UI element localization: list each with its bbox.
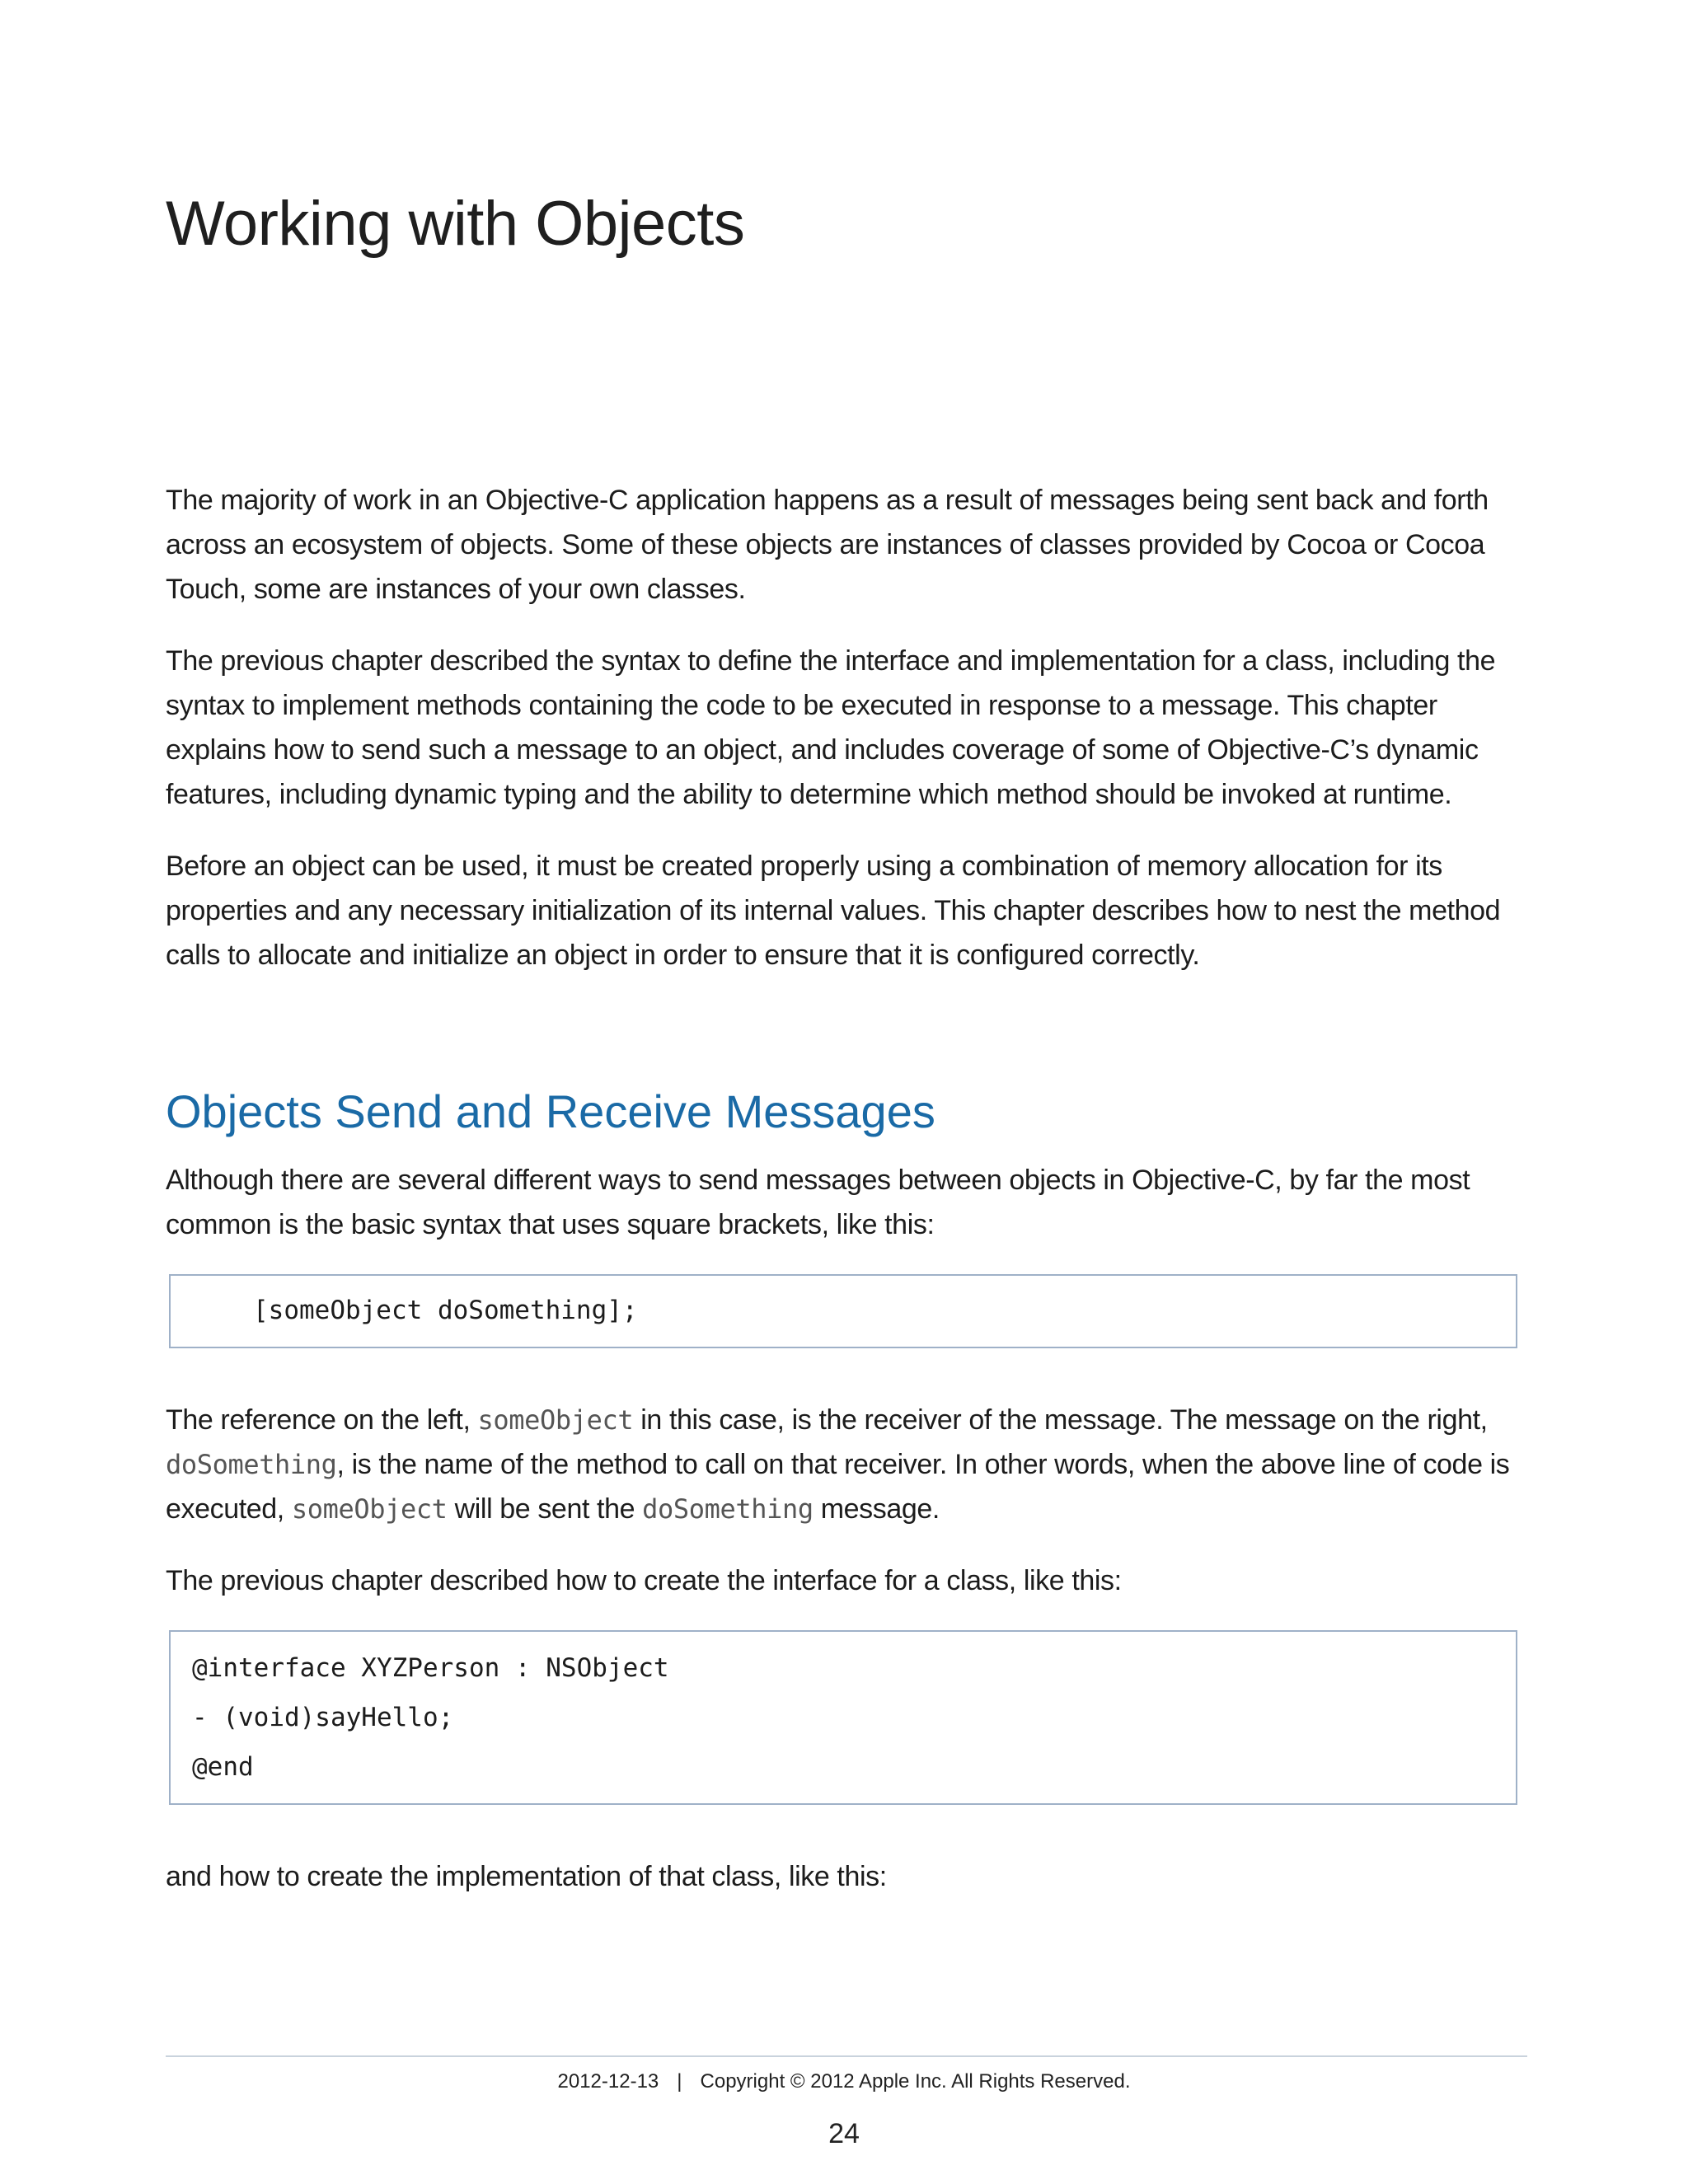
footer-date: 2012-12-13 <box>557 2070 659 2093</box>
code-line: [someObject doSomething]; <box>253 1296 638 1325</box>
text-run: in this case, is the receiver of the message. The message on the right, <box>633 1404 1488 1436</box>
inline-code: doSomething <box>166 1449 337 1480</box>
chapter-title: Working with Objects <box>166 189 745 259</box>
code-block-1 <box>169 1274 1517 1348</box>
intro-paragraph-2: The previous chapter described the syntax to define the interface and implementation for a class, including the syntax to implement methods containing the code to be executed in response to a message. This chapter explains how to send such a message to an object, and includes coverage of some of Objective-C’s dynamic features, including dynamic typing and the ability to determine which method should be invoked at runtime. <box>166 645 1496 810</box>
code-line: - (void)sayHello; <box>192 1703 454 1732</box>
section-paragraph-3: The previous chapter described how to create the interface for a class, like this: <box>166 1565 1122 1596</box>
text-run: The reference on the left, <box>166 1404 478 1436</box>
text-run: will be sent the <box>447 1493 643 1525</box>
footer-divider <box>166 2055 1527 2057</box>
inline-code: someObject <box>477 1404 634 1436</box>
code-line: @end <box>192 1752 254 1782</box>
inline-code: someObject <box>291 1493 448 1525</box>
footer-separator: | <box>677 2070 682 2093</box>
section-body <box>166 1158 1527 1926</box>
inline-code: doSomething <box>642 1493 814 1525</box>
footer-text <box>0 2070 1688 2093</box>
text-run: message. <box>813 1493 940 1525</box>
code-block-2 <box>169 1630 1517 1805</box>
section-paragraph-1: Although there are several different ways to send messages between objects in Objective-C, by far the most common is the basic syntax that uses square brackets, like this: <box>166 1165 1470 1240</box>
section-title: Objects Send and Receive Messages <box>166 1085 935 1137</box>
intro-section <box>166 478 1527 1005</box>
code-line: @interface XYZPerson : NSObject <box>192 1653 669 1683</box>
section-paragraph-2 <box>166 1398 1527 1531</box>
page-number: 24 <box>828 2118 860 2149</box>
text-run: , is the name of the method to call on that receiver. In other words, when the above line of code is executed, <box>166 1449 1510 1525</box>
intro-paragraph-3: Before an object can be used, it must be created properly using a combination of memory allocation for its properties and any necessary initialization of its internal values. This chapter describes how to nest the method calls to allocate and initialize an object in order to ensure that it is configured correctly. <box>166 851 1501 971</box>
section-paragraph-4: and how to create the implementation of that class, like this: <box>166 1861 887 1892</box>
footer-copyright: Copyright © 2012 Apple Inc. All Rights Reserved. <box>700 2070 1131 2093</box>
intro-paragraph-1: The majority of work in an Objective-C application happens as a result of messages being sent back and forth across an ecosystem of objects. Some of these objects are instances of classes provided by Cocoa or Cocoa Touch, some are instances of your own classes. <box>166 485 1489 605</box>
